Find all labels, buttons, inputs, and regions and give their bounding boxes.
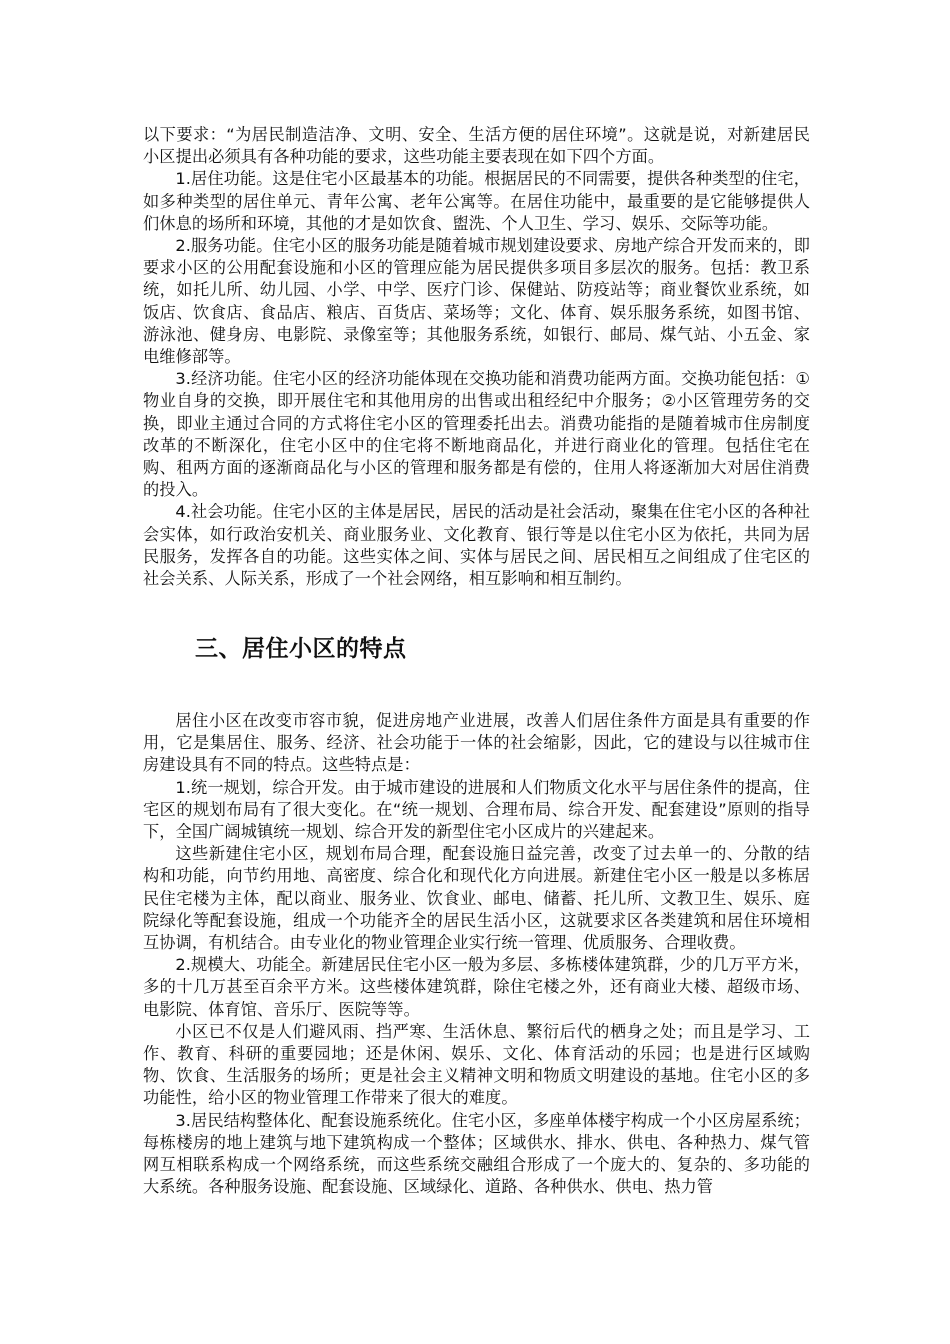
paragraph-characteristics-intro: 居住小区在改变市容市貌，促进房地产业进展，改善人们居住条件方面是具有重要的作用，它是集居住、服务、经济、社会功能于一体的社会缩影，因此，它的建设与以往城市住房建设具有不同的特点。这些特点是： — [143, 711, 810, 775]
paragraph-intro-continued: 以下要求：“为居民制造洁净、文明、安全、生活方便的居住环境”。这就是说，对新建居民小区提出必须具有各种功能的要求，这些功能主要表现在如下四个方面。 — [143, 125, 810, 167]
paragraph-economic-function: 3.经济功能。住宅小区的经济功能体现在交换功能和消费功能两方面。交换功能包括：①物业自身的交换，即开展住宅和其他用房的出售或出租经纪中介服务；②小区管理劳务的交换，即业主通过合同的方式将住宅小区的管理委托出去。消费功能指的是随着城市住房制度改革的不断深化，住宅小区中的住宅将不断地商品化，并进行商业化的管理。包括住宅在购、租两方面的逐渐商品化与小区的管理和服务都是有偿的，住用人将逐渐加大对居住消费的投入。 — [143, 369, 810, 500]
paragraph-unified-planning: 1.统一规划，综合开发。由于城市建设的进展和人们物质文化水平与居住条件的提高，住宅区的规划布局有了很大变化。在“统一规划、合理布局、综合开发、配套建设”原则的指导下，全国广阔城镇统一规划、综合开发的新型住宅小区成片的兴建起来。 — [143, 777, 810, 842]
paragraph-service-function: 2.服务功能。住宅小区的服务功能是随着城市规划建设要求、房地产综合开发而来的，即要求小区的公用配套设施和小区的管理应能为居民提供多项目多层次的服务。包括：教卫系统，如托儿所、幼儿园、小学、中学、医疗门诊、保健站、防疫站等；商业餐饮业系统，如饭店、饮食店、食品店、粮店、百货店、菜场等；文化、体育、娱乐服务系统，如图书馆、游泳池、健身房、电影院、录像室等；其他服务系统，如银行、邮局、煤气站、小五金、家电维修部等。 — [143, 236, 810, 367]
paragraph-social-function: 4.社会功能。住宅小区的主体是居民，居民的活动是社会活动，聚集在住宅小区的各种社会实体，如行政治安机关、商业服务业、文化教育、银行等是以住宅小区为依托，共同为居民服务，发挥各自的功能。这些实体之间、实体与居民之间、居民相互之间组成了住宅区的社会关系、人际关系，形成了一个社会网络，相互影响和相互制约。 — [143, 502, 810, 589]
section-characteristics — [143, 710, 810, 1198]
paragraph-new-communities: 这些新建住宅小区，规划布局合理，配套设施日益完善，改变了过去单一的、分散的结构和功能，向节约用地、高密度、综合化和现代化方向进展。新建住宅小区一般是以多栋居民住宅楼为主体，配以商业、服务业、饮食业、邮电、储蓄、托儿所、文教卫生、娱乐、庭院绿化等配套设施，组成一个功能齐全的居民生活小区，这就要求区各类建筑和居住环境相互协调，有机结合。由专业化的物业管理企业实行统一管理、优质服务、合理收费。 — [143, 844, 810, 953]
section-heading: 三、居住小区的特点 — [195, 636, 407, 662]
section-functions — [143, 124, 810, 590]
paragraph-integrated-structure: 3.居民结构整体化、配套设施系统化。住宅小区，多座单体楼宇构成一个小区房屋系统；每栋楼房的地上建筑与地下建筑构成一个整体；区域供水、排水、供电、各种热力、煤气管网互相联系构成一个网络系统，而这些系统交融组合形成了一个庞大的、复杂的、多功能的大系统。各种服务设施、配套设施、区域绿化、道路、各种供水、供电、热力管 — [143, 1110, 810, 1197]
paragraph-large-scale: 2.规模大、功能全。新建居民住宅小区一般为多层、多栋楼体建筑群，少的几万平方米，多的十几万甚至百余平方米。这些楼体建筑群，除住宅楼之外，还有商业大楼、超级市场、电影院、体育馆、音乐厅、医院等等。 — [143, 955, 810, 1019]
paragraph-residential-function: 1.居住功能。这是住宅小区最基本的功能。根据居民的不同需要，提供各种类型的住宅，如多种类型的居住单元、青年公寓、老年公寓等。在居住功能中，最重要的是它能够提供人们休息的场所和环境，其他的才是如饮食、盥洗、个人卫生、学习、娱乐、交际等功能。 — [143, 169, 810, 233]
paragraph-multifunction: 小区已不仅是人们避风雨、挡严寒、生活休息、繁衍后代的栖身之处；而且是学习、工作、教育、科研的重要园地；还是休闲、娱乐、文化、体育活动的乐园；也是进行区域购物、饮食、生活服务的场所；更是社会主义精神文明和物质文明建设的基地。住宅小区的多功能性，给小区的物业管理工作带来了很大的难度。 — [143, 1021, 810, 1108]
